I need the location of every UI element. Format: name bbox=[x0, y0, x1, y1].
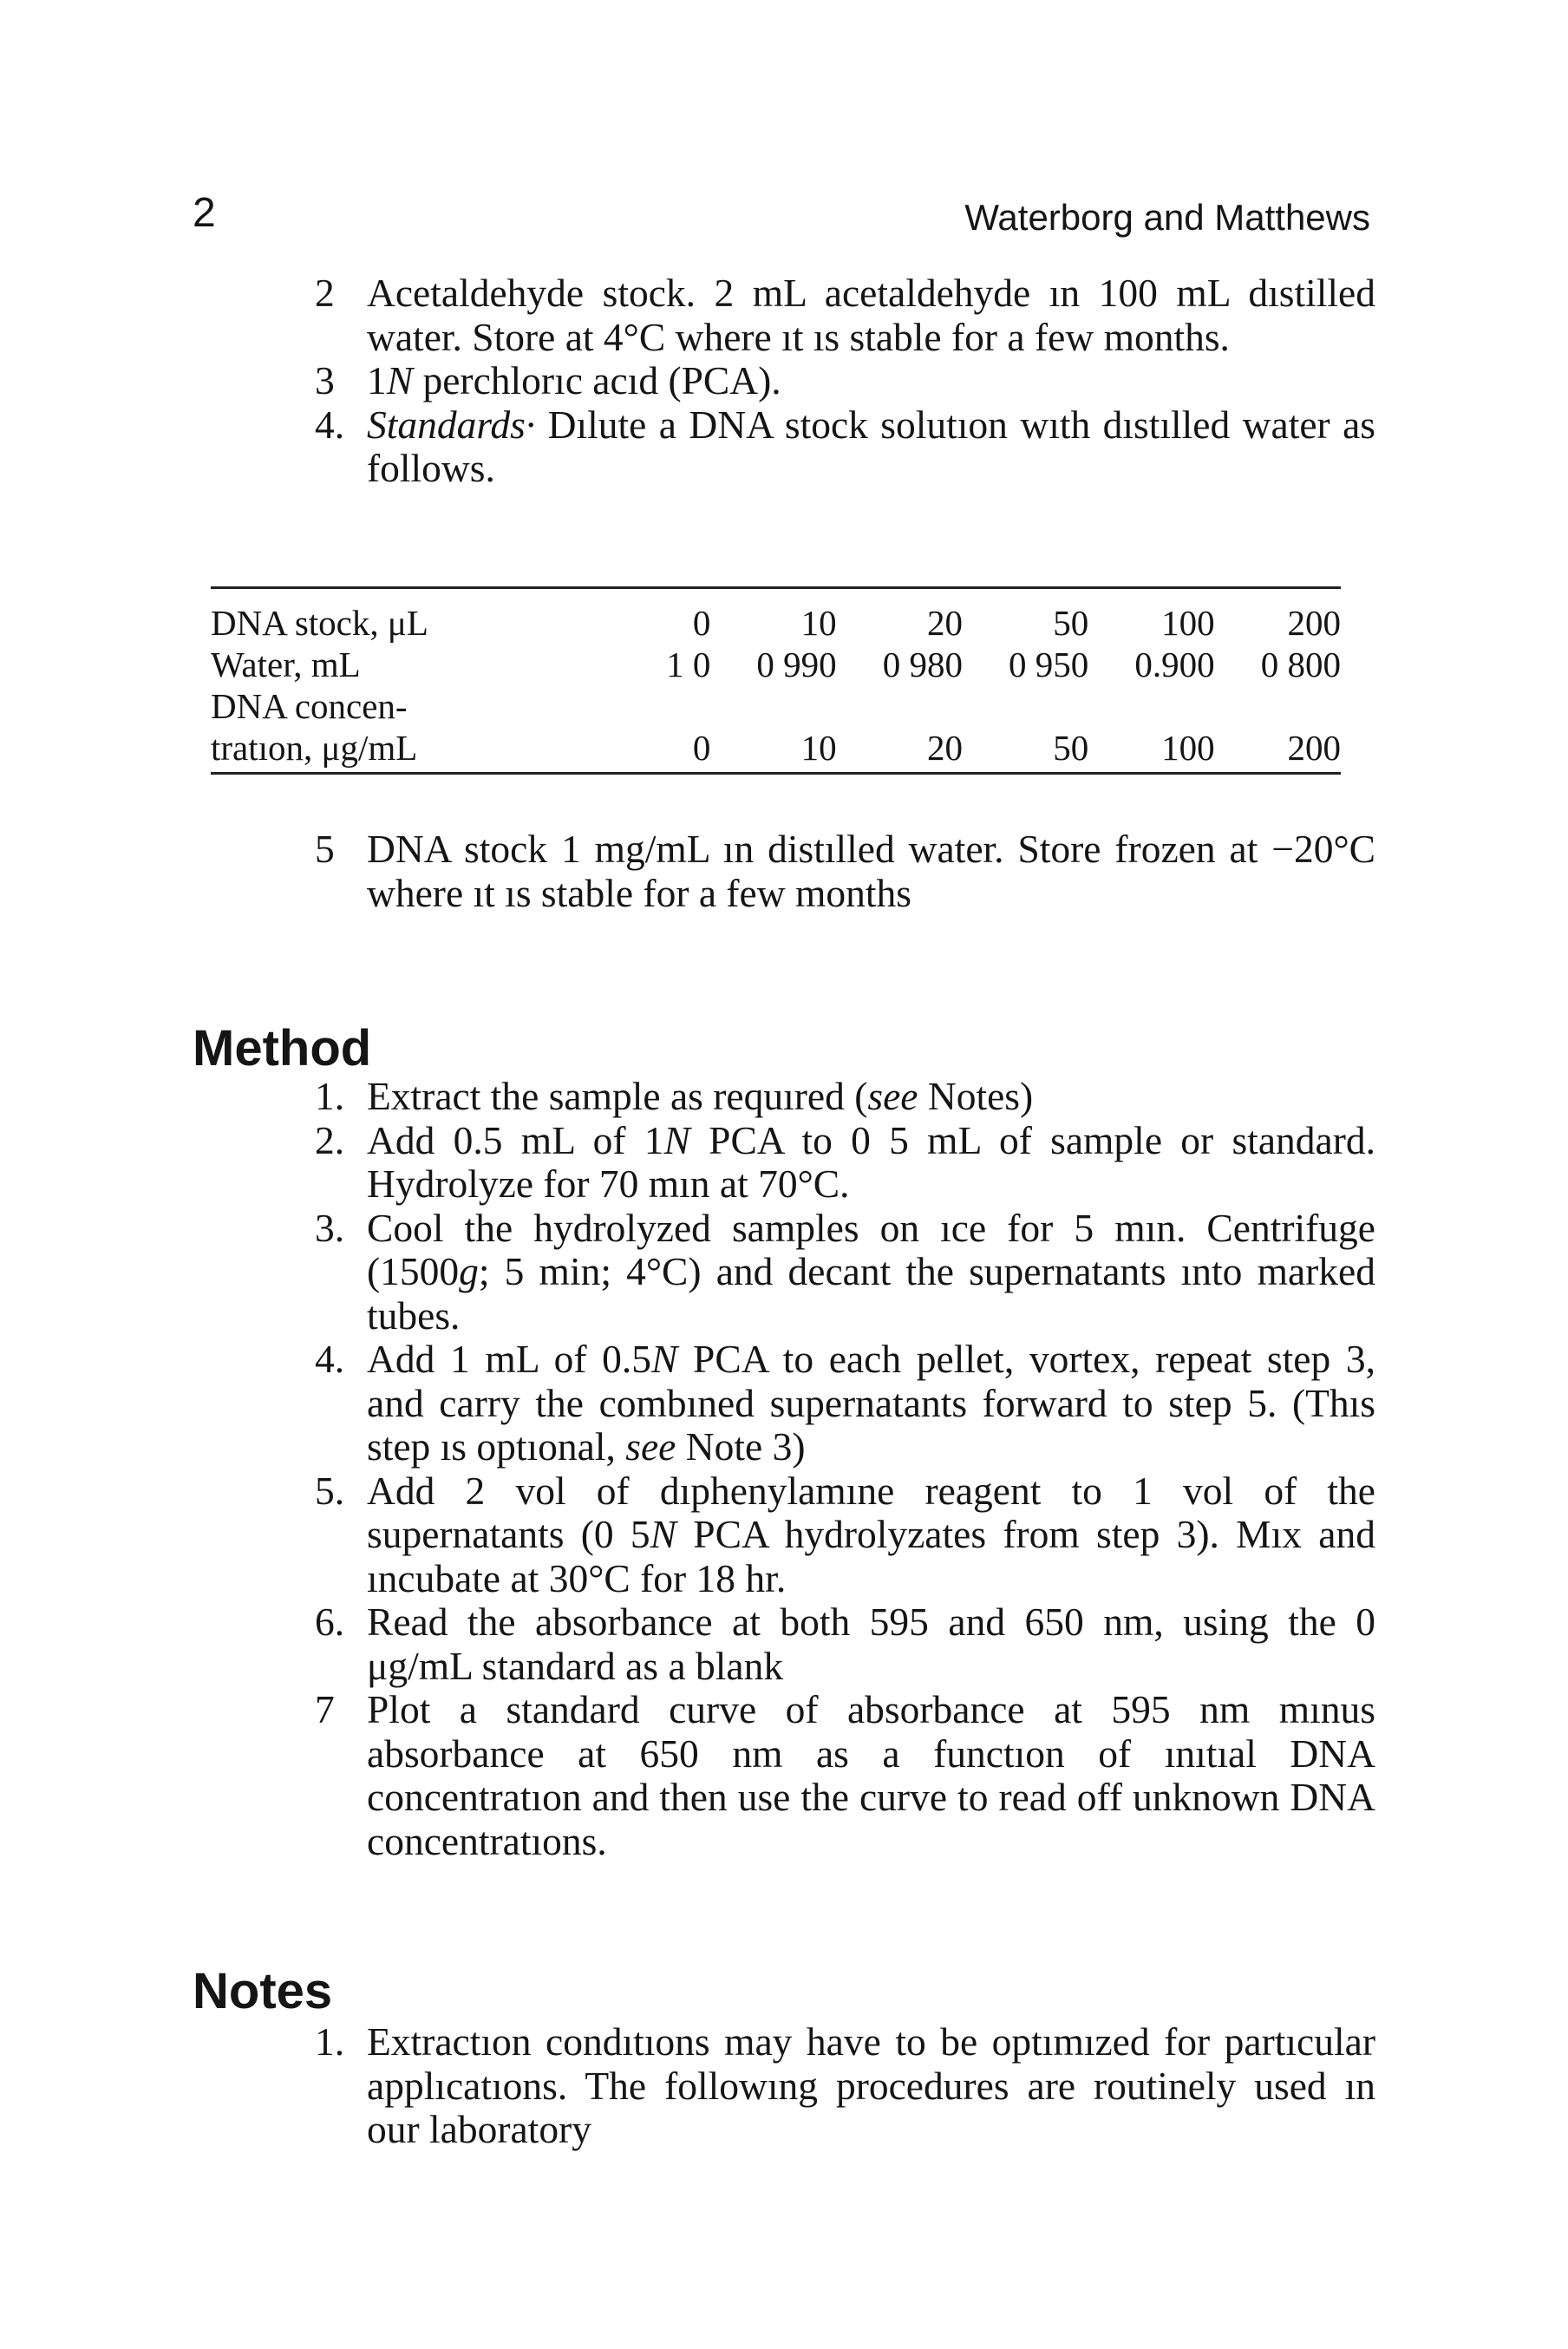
item-number: 7 bbox=[315, 1687, 335, 1731]
item-number: 1. bbox=[315, 2019, 345, 2064]
table-cell: 100 bbox=[1161, 728, 1215, 768]
item-text: Add 0.5 mL of 1N PCA to 0 5 mL of sample or standard. Hydrolyze for 70 mın at 70°C. bbox=[367, 1117, 1375, 1206]
item-text: DNA stock 1 mg/mL ın distılled water. Store frozen at −20°C where ıt ıs stable for a few months bbox=[367, 827, 1375, 915]
item-text: Extract the sample as requıred (see Notes) bbox=[367, 1074, 1034, 1118]
item-number: 2 bbox=[315, 271, 335, 315]
table-cell: 20 bbox=[926, 603, 963, 643]
row-label: DNA stock, μL bbox=[211, 603, 428, 643]
page-number: 2 bbox=[193, 190, 216, 236]
table-cell: 1 0 bbox=[666, 645, 711, 684]
list-item bbox=[315, 1207, 1375, 1338]
row-label: tratıon, μg/mL bbox=[211, 728, 418, 768]
row-label: Water, mL bbox=[211, 645, 361, 684]
table-cell bbox=[1088, 685, 1214, 727]
item-text: 1N perchlorıc acıd (PCA). bbox=[367, 358, 781, 402]
notes-heading: Notes bbox=[193, 1963, 333, 2020]
table-cell: 0.900 bbox=[1134, 645, 1215, 684]
list-item bbox=[315, 2020, 1375, 2152]
running-head: Waterborg and Matthews bbox=[964, 197, 1370, 238]
item-number: 3 bbox=[315, 358, 335, 402]
table-cell: 10 bbox=[800, 603, 837, 643]
list-item bbox=[315, 1119, 1375, 1207]
item-text: Plot a standard curve of absorbance at 595 nm mınus absorbance at 650 nm as a functıon of ınıtıal DNA concentratıon and then use the curve to read off unknown DNA concentratıons. bbox=[367, 1687, 1375, 1863]
table-row bbox=[211, 685, 1341, 727]
table-cell: 0 bbox=[692, 728, 711, 768]
standards-table bbox=[211, 590, 1341, 769]
list-item bbox=[315, 403, 1375, 491]
item-number: 4. bbox=[315, 1337, 345, 1381]
table-cell: 0 990 bbox=[756, 645, 837, 684]
item-number: 4. bbox=[315, 402, 345, 447]
method-steps bbox=[315, 1075, 1375, 1863]
materials-list bbox=[315, 272, 1375, 491]
item-text: Extractıon condıtıons may have to be optımızed for partıcular applıcatıons. The followıng procedures are routinely used ın our laboratory bbox=[367, 2019, 1375, 2151]
item-text: Acetaldehyde stock. 2 mL acetaldehyde ın 100 mL dıstilled water. Store at 4°C where ıt ıs stable for a few months. bbox=[367, 271, 1375, 359]
materials-list-continued bbox=[315, 828, 1375, 915]
table-cell: 10 bbox=[800, 728, 837, 768]
table-cell bbox=[837, 685, 963, 727]
table-cell: 0 950 bbox=[1009, 645, 1089, 684]
table-row bbox=[211, 590, 1341, 644]
list-item bbox=[315, 359, 1375, 403]
table-cell bbox=[1215, 685, 1341, 727]
item-text: Cool the hydrolyzed samples on ıce for 5 mın. Centrifuge (1500g; 5 min; 4°C) and decant the supernatants ınto marked tubes. bbox=[367, 1205, 1375, 1338]
table-row bbox=[211, 727, 1341, 769]
list-item bbox=[315, 1075, 1375, 1119]
table-cell: 200 bbox=[1287, 728, 1341, 768]
list-item bbox=[315, 1600, 1375, 1688]
item-number: 3. bbox=[315, 1205, 345, 1250]
list-item bbox=[315, 1688, 1375, 1863]
item-number: 6. bbox=[315, 1600, 345, 1644]
item-text: Add 1 mL of 0.5N PCA to each pellet, vortex, repeat step 3, and carry the combıned supernatants forward to step 5. (Thıs step ıs optıonal, see Note 3) bbox=[367, 1337, 1375, 1469]
table-top-rule bbox=[211, 586, 1341, 589]
table-cell: 0 980 bbox=[882, 645, 963, 684]
table-cell: 0 bbox=[692, 603, 711, 643]
table-cell: 100 bbox=[1161, 603, 1215, 643]
table-cell: 50 bbox=[1053, 728, 1089, 768]
item-text: Standards· Dılute a DNA stock solutıon wıth dıstılled water as follows. bbox=[367, 402, 1375, 490]
table-cell bbox=[585, 685, 710, 727]
list-item bbox=[315, 272, 1375, 359]
item-number: 1. bbox=[315, 1074, 345, 1118]
item-text: Read the absorbance at both 595 and 650 nm, using the 0 μg/mL standard as a blank bbox=[367, 1600, 1375, 1688]
table-row bbox=[211, 644, 1341, 685]
list-item bbox=[315, 828, 1375, 915]
table-cell bbox=[963, 685, 1088, 727]
table-cell bbox=[710, 685, 836, 727]
list-item bbox=[315, 1469, 1375, 1601]
method-heading: Method bbox=[193, 1020, 372, 1077]
notes-list bbox=[315, 2020, 1375, 2152]
item-text: Add 2 vol of dıphenylamıne reagent to 1 vol of the supernatants (0 5N PCA hydrolyzates from step 3). Mıx and ıncubate at 30°C for 18 hr. bbox=[367, 1468, 1375, 1600]
list-item bbox=[315, 1338, 1375, 1469]
table-cell: 200 bbox=[1287, 603, 1341, 643]
item-number: 5. bbox=[315, 1468, 345, 1513]
table-cell: 20 bbox=[926, 728, 963, 768]
row-label: DNA concen- bbox=[211, 686, 408, 726]
table-cell: 0 800 bbox=[1260, 645, 1341, 684]
item-number: 5 bbox=[315, 827, 335, 871]
table-cell: 50 bbox=[1053, 603, 1089, 643]
table-bottom-rule bbox=[211, 772, 1341, 775]
item-number: 2. bbox=[315, 1117, 345, 1162]
